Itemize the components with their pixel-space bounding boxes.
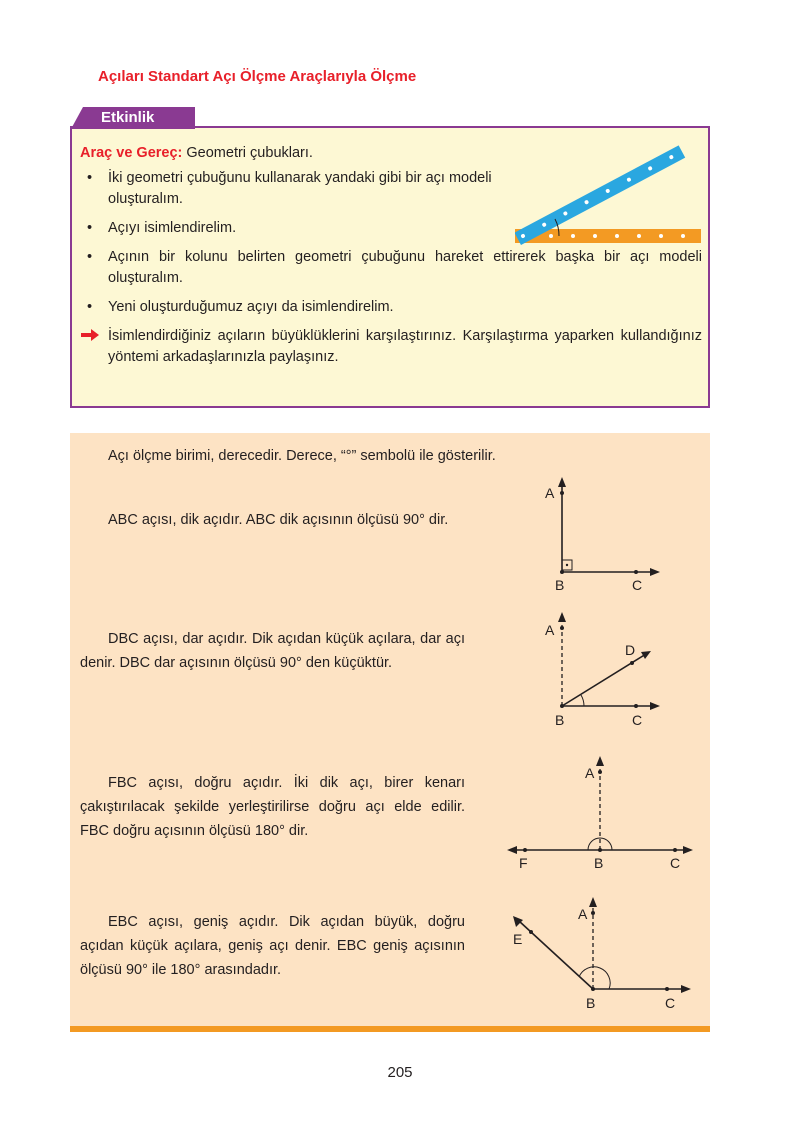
acute-angle-text: DBC açısı, dar açıdır. Dik açıdan küçük açılara, dar açı denir. DBC dar açısının ölçüsü 90° den küçüktür. xyxy=(80,631,465,671)
tools-label: Araç ve Gereç: xyxy=(80,145,183,161)
label-a: A xyxy=(578,906,588,922)
page-number: 205 xyxy=(387,1064,413,1081)
label-b: B xyxy=(594,855,604,871)
acute-angle-diagram xyxy=(530,610,670,735)
bullet-dot: • xyxy=(87,249,93,265)
bullet-dot: • xyxy=(87,170,93,186)
label-b: B xyxy=(586,995,596,1011)
tools-text: Geometri çubukları. xyxy=(182,145,313,161)
task-text: İsimlendirdiğiniz açıların büyüklüklerini karşılaştırınız. Karşılaştırma yaparken kullandığınız yöntemi arkadaşlarınızla paylaşınız. xyxy=(108,328,702,365)
obtuse-angle-text: EBC açısı, geniş açıdır. Dik açıdan büyük, doğru açıdan küçük açılara, geniş açı denir. EBC geniş açısının ölçüsü 90° ile 180° arasındadır. xyxy=(80,914,465,978)
label-b: B xyxy=(555,712,565,728)
geometry-sticks-illustration xyxy=(515,135,705,247)
right-angle-text: ABC açısı, dik açıdır. ABC dik açısının ölçüsü 90° dir. xyxy=(108,512,449,528)
bullet-item xyxy=(80,168,503,210)
label-e: E xyxy=(513,931,523,947)
label-d: D xyxy=(625,642,636,658)
bullet-dot: • xyxy=(87,299,93,315)
bullet-item xyxy=(80,247,702,289)
straight-angle-diagram xyxy=(505,750,700,875)
label-a: A xyxy=(585,765,595,781)
activity-tab xyxy=(71,107,195,129)
label-c: C xyxy=(665,995,676,1011)
bullet-item xyxy=(80,297,702,318)
bullet-text: Yeni oluşturduğumuz açıyı da isimlendirelim. xyxy=(108,299,394,315)
label-a: A xyxy=(545,622,555,638)
obtuse-angle-diagram xyxy=(505,893,700,1018)
label-b: B xyxy=(555,577,565,593)
bullet-text: Açının bir kolunu belirten geometri çubuğunu hareket ettirerek başka bir açı modeli oluşturalım. xyxy=(108,249,702,286)
label-a: A xyxy=(545,485,555,501)
intro-text: Açı ölçme birimi, derecedir. Derece, “°” sembolü ile gösterilir. xyxy=(108,448,496,464)
task-item xyxy=(80,326,702,368)
section-title: Açıları Standart Açı Ölçme Araçlarıyla Ölçme xyxy=(98,68,417,85)
label-c: C xyxy=(632,577,643,593)
straight-angle-text: FBC açısı, doğru açıdır. İki dik açı, birer kenarı çakıştırılacak şekilde yerleştirilirse doğru açı elde edilir. FBC doğru açısının ölçüsü 180° dir. xyxy=(80,775,465,839)
label-c: C xyxy=(670,855,681,871)
info-box-bottom-rule xyxy=(70,1026,710,1032)
bullet-text: Açıyı isimlendirelim. xyxy=(108,220,237,236)
label-f: F xyxy=(519,855,528,871)
activity-tab-label: Etkinlik xyxy=(101,109,155,126)
right-angle-diagram xyxy=(530,475,670,595)
bullet-dot: • xyxy=(87,220,93,236)
red-arrow-icon xyxy=(80,328,100,342)
label-c: C xyxy=(632,712,643,728)
bullet-text: İki geometri çubuğunu kullanarak yandaki gibi bir açı modeli oluşturalım. xyxy=(108,170,492,207)
